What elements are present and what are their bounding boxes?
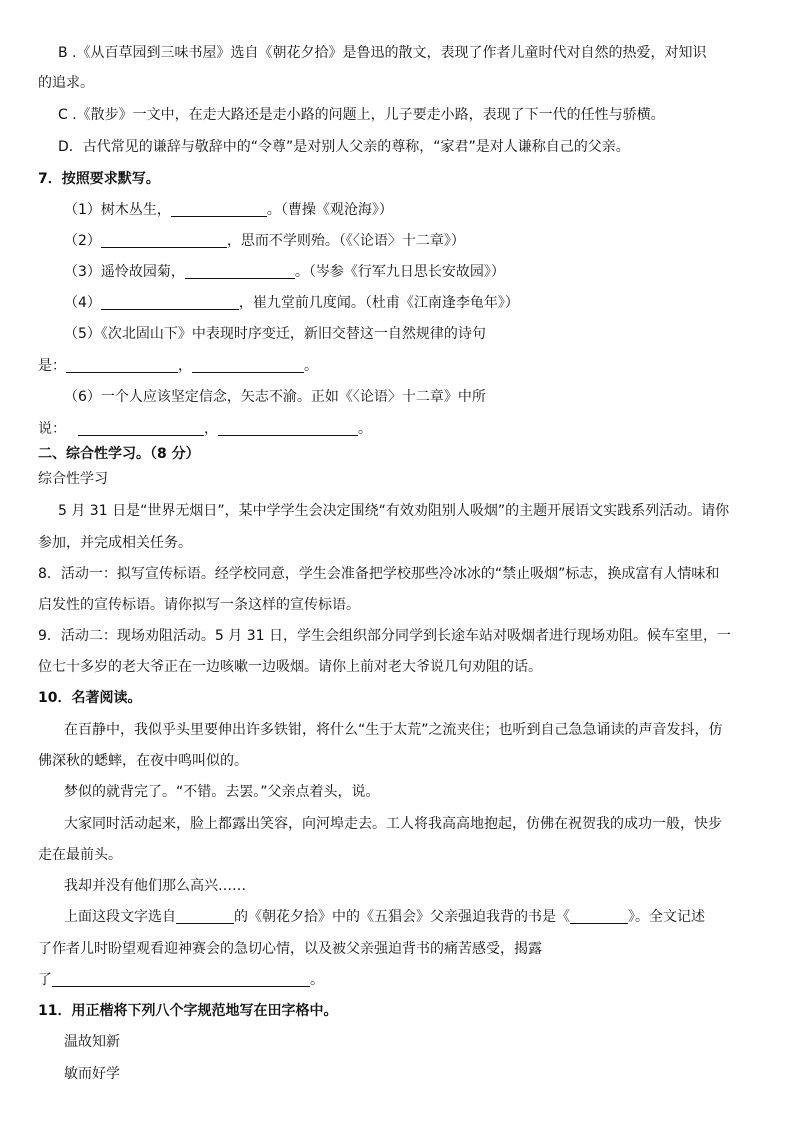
q7-item-2-text: （2） xyxy=(64,233,101,249)
q9-line1: 9．活动二：现场劝阻活动。5 月 31 日，学生会组织部分同学到长途车站对吸烟者进行现场劝阻。候车室里，一 xyxy=(38,628,731,644)
q6-option-d: D．古代常见的谦辞与敬辞中的“令尊”是对别人父亲的尊称，“家君”是对人谦称自己的父亲。 xyxy=(58,139,630,155)
q10-passage-p1-line2: 佛深秋的蟋蟀，在夜中鸣叫似的。 xyxy=(38,753,248,769)
answer-blank[interactable] xyxy=(66,358,178,373)
q9-line2: 位七十多岁的老大爷正在一边咳嗽一边吸烟。请你上前对老大爷说几句劝阻的话。 xyxy=(38,659,542,675)
q7-item-6-lead: 说： xyxy=(38,421,66,437)
answer-blank[interactable] xyxy=(52,972,310,987)
q10-task-text-d: 了 xyxy=(38,972,52,988)
q7-item-5-comma: ， xyxy=(178,358,192,374)
q10-task-text-e: 。 xyxy=(310,972,324,988)
q7-item-6-prompt: （6）一个人应该坚定信念，矢志不渝。正如《〈论语〉十二章》中所 xyxy=(64,389,486,405)
q7-item-4-text: （4） xyxy=(64,295,101,311)
answer-blank[interactable] xyxy=(171,202,267,217)
q10-passage-p4: 我却并没有他们那么高兴…… xyxy=(64,878,246,894)
q7-item-5-lead: 是： xyxy=(38,358,66,374)
q6-option-b-line1: B .《从百草园到三味书屋》选自《朝花夕拾》是鲁迅的散文，表现了作者儿童时代对自然的热爱，对知识 xyxy=(58,45,707,61)
q7-item-5-prompt: （5）《次北固山下》中表现时序变迁，新旧交替这一自然规律的诗句 xyxy=(64,326,486,342)
answer-blank[interactable] xyxy=(192,358,304,373)
answer-blank[interactable] xyxy=(570,909,628,924)
answer-blank[interactable] xyxy=(78,421,204,436)
q8-line1: 8．活动一：拟写宣传标语。经学校同意，学生会准备把学校那些冷冰冰的“禁止吸烟”标志，换成富有人情味和 xyxy=(38,566,720,582)
q7-item-6-end: 。 xyxy=(358,421,372,437)
answer-blank[interactable] xyxy=(101,233,227,248)
q7-item-6-answer xyxy=(38,419,758,439)
q7-item-4 xyxy=(64,293,784,313)
q7-item-1-source: 。（曹操《观沧海》） xyxy=(266,202,393,218)
section-2-subheading: 综合性学习 xyxy=(38,471,108,487)
q7-item-2-source: ，思而不学则殆。（《〈论语〉十二章》） xyxy=(226,233,465,249)
q11-word-2: 敏而好学 xyxy=(64,1066,120,1082)
q10-passage-p3-line2: 走在最前头。 xyxy=(38,847,122,863)
section-2-intro-line1: 5 月 31 日是“世界无烟日”，某中学学生会决定围绕“有效劝阻别人吸烟”的主题开展语文实践系列活动。请你 xyxy=(58,503,730,519)
q6-option-c: C .《散步》一文中，在走大路还是走小路的问题上，儿子要走小路，表现了下一代的任性与骄横。 xyxy=(58,107,665,123)
q11-word-1: 温故知新 xyxy=(64,1034,120,1050)
q7-item-3-text: （3）遥怜故园菊， xyxy=(64,264,185,280)
q10-task-text-b: 的《朝花夕拾》中的《五猖会》父亲强迫我背的书是《 xyxy=(234,909,570,925)
q7-item-3-source: 。（岑参《行军九日思长安故园》） xyxy=(294,264,505,280)
q10-passage-p1-line1: 在百静中，我似乎头里要伸出许多铁钳，将什么“生于太荒”之流夹住；也听到自己急急诵读的声音发抖，仿 xyxy=(64,722,723,738)
q7-item-5-answer xyxy=(38,356,758,376)
q10-passage-p3-line1: 大家同时活动起来，脸上都露出笑容，向河埠走去。工人将我高高地抱起，仿佛在祝贺我的成功一般，快步 xyxy=(64,816,722,832)
section-2-heading: 二、综合性学习。（8 分） xyxy=(38,446,200,462)
q10-task-line3 xyxy=(38,970,758,990)
q10-task-line2: 了作者儿时盼望观看迎神赛会的急切心情，以及被父亲强迫背书的痛苦感受，揭露 xyxy=(38,941,542,957)
q7-item-3 xyxy=(64,262,784,282)
q10-task-text-c: 》。全文记述 xyxy=(628,909,705,925)
q6-option-b-line2: 的追求。 xyxy=(38,75,94,91)
q7-item-1-text: （1）树木丛生， xyxy=(64,202,171,218)
q10-title: 10．名著阅读。 xyxy=(38,690,142,706)
q7-item-6-comma: ， xyxy=(204,421,218,437)
q7-title: 7．按照要求默写。 xyxy=(38,171,160,187)
q7-item-2 xyxy=(64,231,784,251)
section-2-intro-line2: 参加，并完成相关任务。 xyxy=(38,535,192,551)
q11-title: 11．用正楷将下列八个字规范地写在田字格中。 xyxy=(38,1003,338,1019)
answer-blank[interactable] xyxy=(218,421,358,436)
q10-task-line1 xyxy=(64,907,784,927)
q10-task-text-a: 上面这段文字选自 xyxy=(64,909,176,925)
q7-item-4-source: ，崔九堂前几度闻。（杜甫《江南逢李龟年》） xyxy=(238,295,519,311)
answer-blank[interactable] xyxy=(185,264,295,279)
q8-line2: 启发性的宣传标语。请你拟写一条这样的宣传标语。 xyxy=(38,597,360,613)
answer-blank[interactable] xyxy=(176,909,234,924)
q7-item-5-end: 。 xyxy=(304,358,318,374)
answer-blank[interactable] xyxy=(101,295,239,310)
q10-passage-p2: 梦似的就背完了。“不错。去罢。”父亲点着头，说。 xyxy=(64,784,380,800)
q7-item-1 xyxy=(64,200,784,220)
